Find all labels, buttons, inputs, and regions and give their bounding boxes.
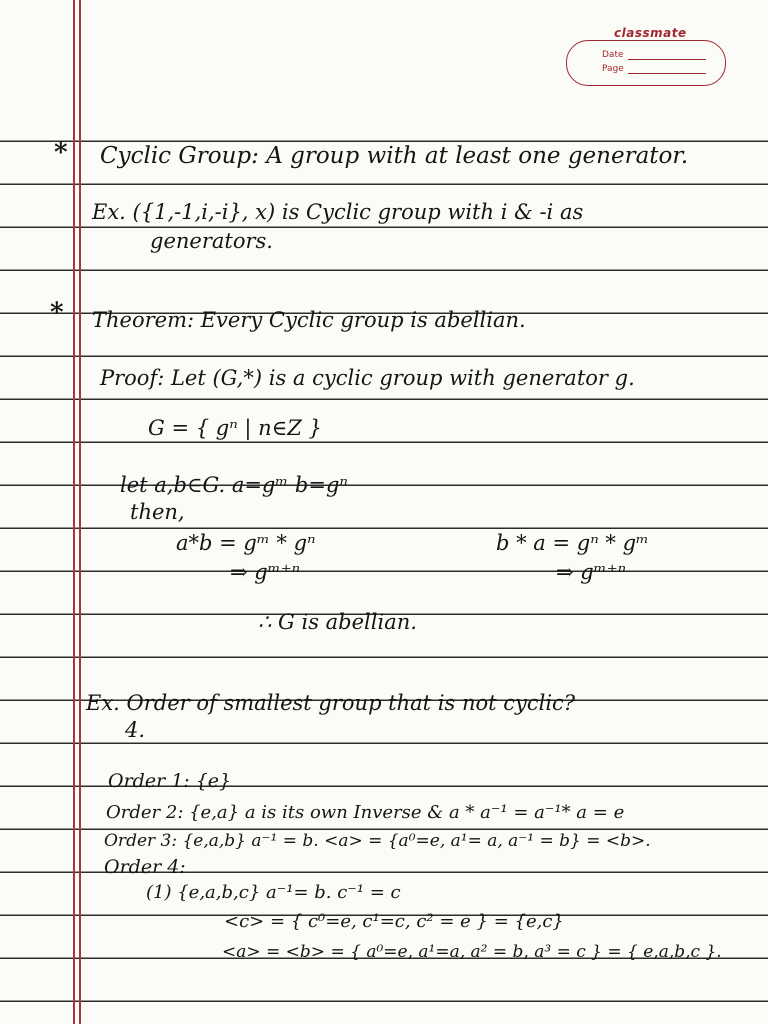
- order-4-case-1: (1) {e,a,b,c} a⁻¹= b. c⁻¹ = c: [146, 882, 401, 903]
- proof-conclusion: ∴ G is abellian.: [258, 610, 417, 634]
- example-answer: 4.: [125, 718, 146, 742]
- stamp-date-label: Date: [602, 50, 624, 60]
- margin-line: [73, 0, 75, 1024]
- proof-then: then,: [130, 500, 185, 524]
- stamp-page-label: Page: [602, 64, 624, 74]
- a-star-b: a*b = gᵐ * gⁿ: [176, 531, 316, 555]
- group-definition: G = { gⁿ | n∈Z }: [148, 416, 322, 440]
- order-4-a-generated: <a> = <b> = { a⁰=e, a¹=a, a² = b, a³ = c } = { e,a,b,c }.: [222, 942, 722, 962]
- a-star-b-result: ⇒ gᵐ⁺ⁿ: [230, 560, 301, 584]
- example-line-1: Ex. ({1,-1,i,-i}, x) is Cyclic group with i & -i as: [92, 200, 584, 224]
- b-star-a: b * a = gⁿ * gᵐ: [496, 531, 649, 555]
- stamp-frame: [566, 40, 726, 86]
- stamp-page-row: [602, 64, 706, 74]
- stamp-date-row: [602, 50, 706, 60]
- bullet-star-icon: *: [50, 298, 64, 328]
- order-1-line: Order 1: {e}: [108, 770, 232, 792]
- order-3-line: Order 3: {e,a,b} a⁻¹ = b. <a> = {a⁰=e, a¹= a, a⁻¹ = b} = <b>.: [104, 831, 651, 851]
- classmate-stamp: [566, 26, 726, 86]
- theorem-statement: Theorem: Every Cyclic group is abellian.: [92, 308, 526, 332]
- order-4-c-generated: <c> = { c⁰=e, c¹=c, c² = e } = {e,c}: [224, 911, 564, 932]
- order-2-line: Order 2: {e,a} a is its own Inverse & a * a⁻¹ = a⁻¹* a = e: [106, 802, 625, 823]
- example-question: Ex. Order of smallest group that is not cyclic?: [86, 691, 576, 715]
- example-line-2: generators.: [150, 229, 273, 253]
- bullet-star-icon: *: [54, 138, 68, 168]
- order-4-heading: Order 4:: [104, 856, 186, 878]
- margin-line-inner: [79, 0, 81, 1024]
- proof-let-line: let a,b∈G. a=gᵐ b=gⁿ: [120, 473, 348, 497]
- b-star-a-result: ⇒ gᵐ⁺ⁿ: [556, 560, 627, 584]
- cyclic-group-definition: Cyclic Group: A group with at least one generator.: [100, 143, 689, 169]
- proof-line: Proof: Let (G,*) is a cyclic group with generator g.: [100, 366, 635, 390]
- stamp-brand: classmate: [614, 26, 687, 40]
